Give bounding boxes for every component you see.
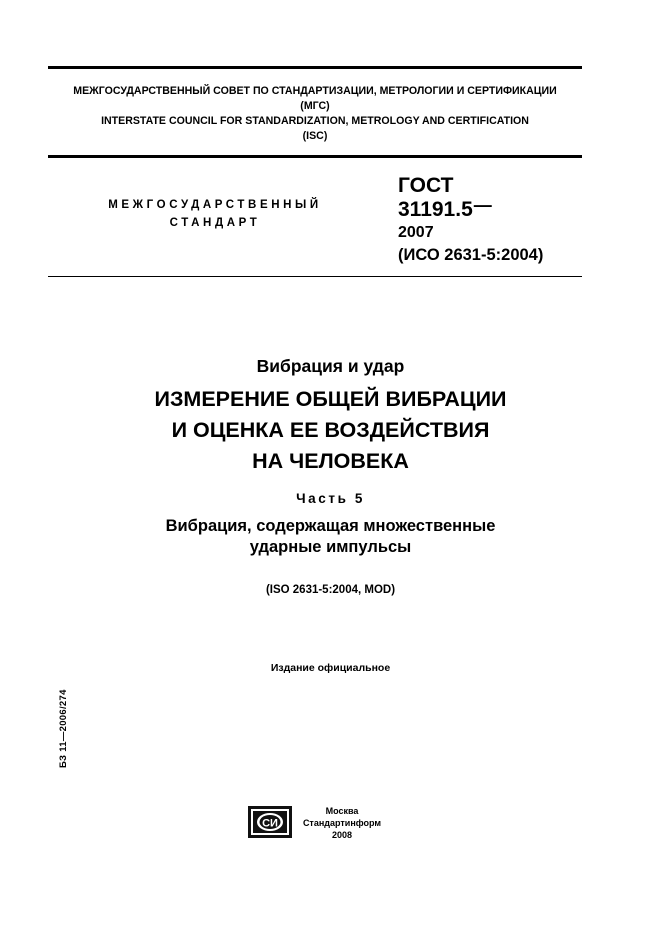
bottom-rule xyxy=(48,276,582,277)
gost-iso-equivalent: (ИСО 2631-5:2004) xyxy=(398,246,544,264)
publisher-imprint xyxy=(296,805,388,841)
subject-heading: Вибрация и удар xyxy=(256,356,405,376)
edition-note: Издание официальное xyxy=(270,662,391,674)
publisher-name: Стандартинформ xyxy=(302,818,382,828)
publisher-year: 2008 xyxy=(331,830,353,840)
title-line-3: НА ЧЕЛОВЕКА xyxy=(252,449,409,473)
part-title-line-1: Вибрация, содержащая множественные xyxy=(165,517,496,535)
top-rule xyxy=(48,66,582,69)
gost-dash: — xyxy=(473,195,492,215)
middle-rule xyxy=(48,155,582,158)
standard-type xyxy=(60,196,370,232)
council-name-en: INTERSTATE COUNCIL FOR STANDARDIZATION, METROLOGY AND CERTIFICATION xyxy=(101,115,529,127)
gost-number-line xyxy=(398,195,543,222)
publisher-city: Москва xyxy=(325,806,359,816)
logo-lettering: СИ xyxy=(262,817,278,830)
council-abbr-en: (ISC) xyxy=(302,130,328,142)
council-abbr-ru: (МГС) xyxy=(300,100,330,112)
title-line-2: И ОЦЕНКА ЕЕ ВОЗДЕЙСТВИЯ xyxy=(171,418,490,442)
gost-number: 31191.5 xyxy=(398,198,473,221)
iso-reference: (ISO 2631-5:2004, MOD) xyxy=(265,584,396,596)
standard-type-line1: МЕЖГОСУДАРСТВЕННЫЙ xyxy=(108,199,322,211)
gost-designation xyxy=(398,173,543,266)
part-title-line-2: ударные импульсы xyxy=(249,538,412,556)
part-title xyxy=(0,516,661,558)
document-title xyxy=(0,384,661,477)
council-header xyxy=(48,84,582,144)
council-name-ru: МЕЖГОСУДАРСТВЕННЫЙ СОВЕТ ПО СТАНДАРТИЗАЦИИ, МЕТРОЛОГИИ И СЕРТИФИКАЦИИ xyxy=(73,85,557,97)
gost-year: 2007 xyxy=(398,224,434,241)
standard-type-line2: СТАНДАРТ xyxy=(169,217,261,229)
title-line-1: ИЗМЕРЕНИЕ ОБЩЕЙ ВИБРАЦИИ xyxy=(154,387,507,411)
standartinform-logo-icon xyxy=(248,806,292,838)
gost-label: ГОСТ xyxy=(398,174,454,197)
part-label: Часть 5 xyxy=(296,491,365,506)
side-code: БЗ 11—2006/274 xyxy=(58,689,69,768)
